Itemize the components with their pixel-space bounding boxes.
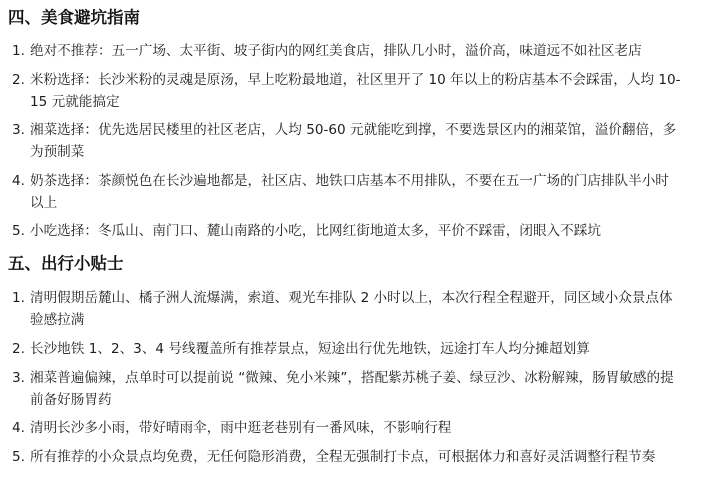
list-number: 1. xyxy=(12,43,25,59)
list-item xyxy=(12,338,712,360)
list-text-line: 验感拉满 xyxy=(30,312,85,328)
list-number: 3. xyxy=(12,122,25,138)
list-text-line: 前备好肠胃药 xyxy=(30,392,112,408)
list-text-line: 15 元就能搞定 xyxy=(30,94,120,110)
list-item xyxy=(12,40,712,62)
list-item xyxy=(12,119,712,163)
list-item xyxy=(12,417,712,439)
list-text-line: 以上 xyxy=(30,195,58,211)
list-text-line: 所有推荐的小众景点均免费，无任何隐形消费，全程无强制打卡点，可根据体力和喜好灵活调整行程节奏 xyxy=(30,449,656,465)
list-item xyxy=(12,69,712,113)
list-number: 5. xyxy=(12,223,25,239)
list-number: 2. xyxy=(12,72,25,88)
list-text-line: 清明假期岳麓山、橘子洲人流爆满，索道、观光车排队 2 小时以上，本次行程全程避开，同区域小众景点体 xyxy=(30,290,673,306)
list-text-line: 清明长沙多小雨，带好晴雨伞，雨中逛老巷别有一番风味，不影响行程 xyxy=(30,420,452,436)
section-heading-food: 四、美食避坑指南 xyxy=(8,8,140,27)
list-text-line: 米粉选择：长沙米粉的灵魂是原汤，早上吃粉最地道，社区里开了 10 年以上的粉店基本不会踩雷，人均 10- xyxy=(30,72,681,88)
list-text-line: 奶茶选择：茶颜悦色在长沙遍地都是，社区店、地铁口店基本不用排队，不要在五一广场的门店排队半小时 xyxy=(30,173,669,189)
list-text-line: 湘菜选择：优先选居民楼里的社区老店，人均 50-60 元就能吃到撑，不要选景区内的湘菜馆，溢价翻倍，多 xyxy=(30,122,677,138)
section-heading-travel: 五、出行小贴士 xyxy=(8,254,124,273)
list-item xyxy=(12,367,712,411)
list-item xyxy=(12,446,712,468)
list-number: 4. xyxy=(12,173,25,189)
list-number: 2. xyxy=(12,341,25,357)
list-number: 4. xyxy=(12,420,25,436)
list-number: 5. xyxy=(12,449,25,465)
list-item xyxy=(12,170,712,214)
list-item xyxy=(12,220,712,242)
list-text-line: 绝对不推荐：五一广场、太平街、坡子街内的网红美食店，排队几小时，溢价高，味道远不如社区老店 xyxy=(30,43,642,59)
list-item xyxy=(12,287,712,331)
list-text-line: 为预制菜 xyxy=(30,144,85,160)
list-text-line: 长沙地铁 1、2、3、4 号线覆盖所有推荐景点，短途出行优先地铁，远途打车人均分摊超划算 xyxy=(30,341,590,357)
list-text-line: 小吃选择：冬瓜山、南门口、麓山南路的小吃，比网红街地道太多，平价不踩雷，闭眼入不踩坑 xyxy=(30,223,601,239)
list-number: 3. xyxy=(12,370,25,386)
list-text-line: 湘菜普遍偏辣，点单时可以提前说 “微辣、免小米辣”，搭配紫苏桃子姜、绿豆沙、冰粉解辣，肠胃敏感的提 xyxy=(30,370,674,386)
list-number: 1. xyxy=(12,290,25,306)
